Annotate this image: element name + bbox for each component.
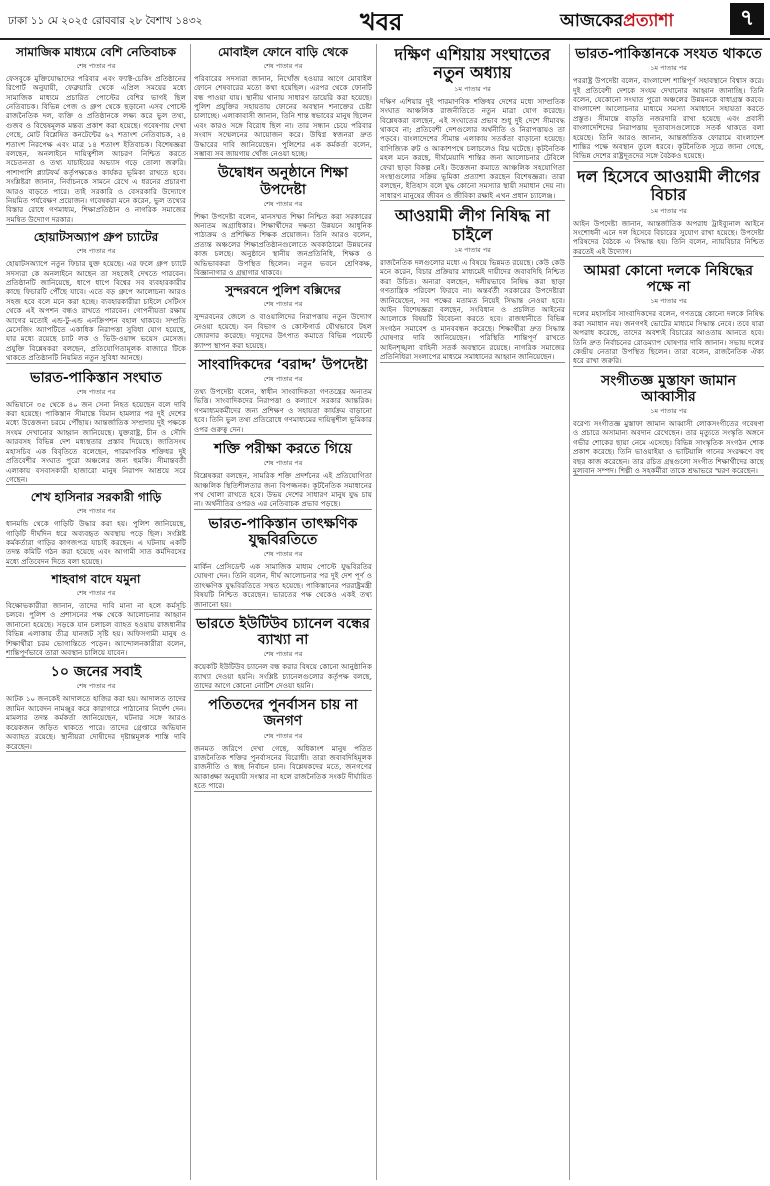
article-continuation-note: শেষ পাতার পর <box>263 375 303 383</box>
article-continuation-note: ১ম পাতার পর <box>454 246 491 255</box>
article-headline: আওয়ামী লীগ নিষিদ্ধ না চাইলে <box>394 206 551 244</box>
article-continuation-note: ১ম পাতার পর <box>650 206 687 215</box>
article-body: শিক্ষা উপদেষ্টা বলেন, মানসম্মত শিক্ষা নিশ্চিত করা সরকারের অন্যতম অগ্রাধিকার। শিক্ষার্থীদের দক্ষতা উন্নয়নে আধুনিক পাঠ্যক্রম ও প্রশিক্ষিত শিক্ষক প্রয়োজন। তিনি আরও বলেন, প্রত্যন্ত অঞ্চলের শিক্ষাপ্রতিষ্ঠানগুলোতে অবকাঠামো উন্নয়নের কাজ চলছে। অনুষ্ঠানে স্থানীয় জনপ্রতিনিধি, শিক্ষক ও অভিভাবকরা উপস্থিত ছিলেন। নতুন ভবনে শ্রেণিকক্ষ, বিজ্ঞানাগার ও গ্রন্থাগার থাকবে। <box>194 211 372 278</box>
column-divider <box>569 44 570 1180</box>
article-body: ধানমন্ডি থেকে গাড়িটি উদ্ধার করা হয়। পুলিশ জানিয়েছে, গাড়িটি দীর্ঘদিন ধরে অব্যবহৃত অবস্থায় পড়ে ছিল। সংশ্লিষ্ট কর্মকর্তারা গাড়ির কাগজপত্র যাচাই করছেন। এ ঘটনায় একটি তদন্ত কমিটি গঠন করা হয়েছে এবং আগামী সাত কর্মদিবসের মধ্যে প্রতিবেদন দিতে বলা হয়েছে। <box>6 519 186 566</box>
article-continuation-note: শেষ পাতার পর <box>76 247 116 256</box>
news-article <box>194 44 372 159</box>
article-headline: পতিতদের পুনর্বাসন চায় না জনগণ <box>208 697 358 730</box>
article-headline: ভারত-পাকিস্তান সংঘাত <box>30 369 162 386</box>
article-body: বিক্ষোভকারীরা জানান, তাদের দাবি মানা না হলে কর্মসূচি চলবে। পুলিশ ও প্রশাসনের পক্ষ থেকে আলোচনার আহ্বান জানানো হয়েছে। সড়কে যান চলাচল ব্যাহত হওয়ায় রাজধানীর বিভিন্ন এলাকায় তীব্র যানজট সৃষ্টি হয়। অফিসগামী মানুষ ও শিক্ষার্থীরা চরম ভোগান্তিতে পড়েন। আন্দোলনকারীরা বলেন, শান্তিপূর্ণভাবে তারা অবস্থান চালিয়ে যাবেন। <box>6 600 186 657</box>
article-continuation-note: শেষ পাতার পর <box>263 650 303 659</box>
article-headline: দল হিসেবে আওয়ামী লীগের বিচার <box>577 166 760 205</box>
news-article <box>573 166 764 257</box>
article-headline: শাহবাগ বাদে যমুনা <box>51 572 141 587</box>
article-continuation-note: শেষ পাতার পর <box>263 731 303 740</box>
article-headline: ভারত-পাকিস্তানকে সংযত থাকতে <box>575 46 762 62</box>
column-2 <box>194 44 372 1180</box>
article-continuation-note: শেষ পাতার পর <box>263 300 303 309</box>
news-article <box>194 282 372 350</box>
article-headline: ১০ জনের সবাই <box>50 664 142 681</box>
article-body: তথ্য উপদেষ্টা বলেন, স্বাধীন সাংবাদিকতা গণতন্ত্রের অন্যতম ভিত্তি। সাংবাদিকদের নিরাপত্তা ও কল্যাণে সরকার আন্তরিক। গণমাধ্যমকর্মীদের জন্য প্রশিক্ষণ ও সহায়তা কার্যক্রম বাড়ানো হবে। তিনি ভুল তথ্য প্রতিরোধে গণমাধ্যমের দায়িত্বশীল ভূমিকার ওপর গুরুত্ব দেন। <box>194 387 372 434</box>
article-headline: সুন্দরবনে পুলিশ বক্সিদের <box>225 283 341 298</box>
article-continuation-note: ১ম পাতার পর <box>454 84 491 93</box>
article-continuation-note: শেষ পাতার পর <box>263 199 303 208</box>
article-continuation-note: শেষ পাতার পর <box>76 588 116 597</box>
article-body: সুন্দরবনের জেলে ও বাওয়ালিদের নিরাপত্তায় নতুন উদ্যোগ নেওয়া হয়েছে। বন বিভাগ ও কোস্টগার্ড যৌথভাবে টহল জোরদার করেছে। দস্যুদের উৎপাত কমাতে বিভিন্ন পয়েন্টে ক্যাম্প স্থাপন করা হয়েছে। <box>194 312 372 350</box>
article-headline: ভারতে ইউটিউব চ্যানেল বন্ধের ব্যাখ্যা না <box>196 615 370 649</box>
masthead <box>0 0 770 40</box>
news-article <box>573 44 764 162</box>
logo-accent: প্রত্যাশা <box>623 11 674 31</box>
article-headline: আমরা কোনো দলকে নিষিদ্ধের পক্ষে না <box>584 263 753 296</box>
news-article <box>6 662 186 752</box>
article-headline: হোয়াটসঅ্যাপ গ্রুপ চ্যাটের <box>33 230 159 245</box>
article-headline: সামাজিক মাধ্যমে বেশি নেতিবাচক <box>15 45 177 59</box>
news-article <box>194 355 372 435</box>
article-continuation-note: শেষ পাতার পর <box>76 61 116 70</box>
news-article <box>194 514 372 610</box>
news-article <box>6 368 186 486</box>
article-body: হোয়াটসঅ্যাপে নতুন ফিচার যুক্ত হয়েছে। এর ফলে গ্রুপ চ্যাটে সদস্যরা কে অনলাইনে আছেন তা সহজেই দেখতে পারবেন। প্রতিষ্ঠানটি জানিয়েছে, ধাপে ধাপে বিশ্বের সব ব্যবহারকারীর কাছে ফিচারটি পৌঁছে যাবে। এতে বড় গ্রুপে আলোচনা আরও সহজ হবে বলে মনে করা হচ্ছে। ব্যবহারকারীরা চাইলে সেটিংস থেকে এই অপশন বন্ধও রাখতে পারবেন। গোপনীয়তা রক্ষায় আগের মতোই এন্ড-টু-এন্ড এনক্রিপশন বহাল থাকবে। সম্প্রতি মেসেজিং অ্যাপটিতে একাধিক নিরাপত্তা সুবিধা যোগ হয়েছে, যার মধ্যে রয়েছে চ্যাট লক ও ভিউ-ওয়ান্স ভয়েস মেসেজ। প্রযুক্তি বিশ্লেষকরা বলছেন, প্রতিযোগিতামূলক বাজারে টিকে থাকতে প্রতিষ্ঠানটি নিয়মিত নতুন সুবিধা আনছে। <box>6 259 186 363</box>
article-continuation-note: ১ম পাতার পর <box>650 406 687 415</box>
article-headline: শেখ হাসিনার সরকারী গাড়ি <box>30 490 162 505</box>
article-body: আইন উপদেষ্টা জানান, আন্তর্জাতিক অপরাধ ট্রাইব্যুনাল আইনে সংশোধনী এনে দল হিসেবে বিচারের সুযোগ রাখা হয়েছে। উপদেষ্টা পরিষদের বৈঠকে এ সিদ্ধান্ত হয়। তিনি বলেন, ন্যায়বিচার নিশ্চিত করতেই এই উদ্যোগ। <box>573 218 764 256</box>
news-article <box>6 489 186 567</box>
article-continuation-note: ১ম পাতার পর <box>650 64 687 73</box>
article-headline: সাংবাদিকদের ‘বরাদ্দ’ উপদেষ্টা <box>198 356 368 373</box>
article-headline: মোবাইল ফোনে বাড়ি থেকে <box>217 45 348 59</box>
article-headline: শক্তি পরীক্ষা করতে গিয়ে <box>214 441 352 458</box>
news-article <box>573 371 764 477</box>
article-continuation-note: শেষ পাতার পর <box>76 507 116 516</box>
news-article <box>6 571 186 658</box>
article-body: দক্ষিণ এশিয়ার দুই পারমাণবিক শক্তিধর দেশের মধ্যে সাম্প্রতিক সংঘাত আঞ্চলিক রাজনীতিতে নতুন মাত্রা যোগ করেছে। বিশ্লেষকরা বলছেন, এই সংঘাতের প্রভাব শুধু দুই দেশে সীমাবদ্ধ থাকবে না; প্রতিবেশী দেশগুলোর অর্থনীতি ও নিরাপত্তায়ও তা পড়বে। বাংলাদেশের সীমান্ত এলাকায় সতর্কতা বাড়ানো হয়েছে। বাণিজ্যিক রুট ও আকাশপথে চলাচলেও বিঘ্ন ঘটেছে। কূটনৈতিক মহল মনে করছে, দীর্ঘমেয়াদি শান্তির জন্য আলোচনার টেবিলে ফেরা ছাড়া বিকল্প নেই। উত্তেজনা কমাতে আঞ্চলিক সহযোগিতা সংস্থাগুলোর সক্রিয় ভূমিকা প্রত্যাশা করছেন বিশেষজ্ঞরা। তারা বলছেন, ইতিহাস বলে যুদ্ধ কোনো সমস্যার স্থায়ী সমাধান দেয় না। সাধারণ মানুষের জীবন ও জীবিকা রক্ষাই এখন প্রধান চ্যালেঞ্জ। <box>380 96 565 200</box>
news-article <box>6 229 186 363</box>
article-body: অভিযানে ৩৫ থেকে ৪০ জন সেনা নিহত হয়েছেন বলে দাবি করা হয়েছে। পাকিস্তান সীমান্তে বিমান হামলার পর দুই দেশের মধ্যে উত্তেজনা চরমে পৌঁছায়। আন্তর্জাতিক সম্প্রদায় দুই পক্ষকে সংযম দেখানোর আহ্বান জানিয়েছে। যুক্তরাষ্ট্র, চীন ও সৌদি আরবসহ বিভিন্ন দেশ মধ্যস্থতার প্রস্তাব দিয়েছে। জাতিসংঘ মহাসচিব এক বিবৃতিতে বলেছেন, পারমাণবিক শক্তিধর দুই প্রতিবেশীর সংঘাত পুরো অঞ্চলের জন্য হুমকি। সীমান্তবর্তী এলাকায় বসবাসকারী হাজারো মানুষ নিরাপদ আশ্রয়ে সরে গেছেন। <box>6 399 186 484</box>
article-body: পরিবারের সদস্যরা জানান, নিখোঁজ হওয়ার আগে মোবাইল ফোনে শেষবারের মতো কথা হয়েছিল। এরপর থেকে ফোনটি বন্ধ পাওয়া যায়। স্থানীয় থানায় সাধারণ ডায়েরি করা হয়েছে। পুলিশ প্রযুক্তির সহায়তায় ফোনের অবস্থান শনাক্তের চেষ্টা চালাচ্ছে। এলাকাবাসী জানান, তিনি শান্ত স্বভাবের মানুষ ছিলেন এবং কারও সঙ্গে বিরোধ ছিল না। তার সন্ধান চেয়ে পরিবার সংবাদ সম্মেলনের আয়োজন করে। উদ্বিগ্ন স্বজনরা দ্রুত উদ্ধারের দাবি জানিয়েছেন। পুলিশের এক কর্মকর্তা বলেন, সম্ভাব্য সব জায়গায় খোঁজ নেওয়া হচ্ছে। <box>194 73 372 159</box>
article-headline: দক্ষিণ এশিয়ায় সংঘাতের নতুন অধ্যায় <box>394 45 551 83</box>
column-1 <box>6 44 186 1180</box>
article-continuation-note: শেষ পাতার পর <box>263 459 303 468</box>
issue-date: ঢাকা ১১ মে ২০২৫ রোববার ২৮ বৈশাখ ১৪৩২ <box>8 15 203 27</box>
article-body: রাজনৈতিক দলগুলোর মধ্যে এ বিষয়ে ভিন্নমত রয়েছে। কেউ কেউ মনে করেন, বিচার প্রক্রিয়ার মাধ্যমেই দায়ীদের জবাবদিহি নিশ্চিত করা উচিত। অন্যরা বলছেন, দলীয়ভাবে নিষিদ্ধ করা ছাড়া গণতান্ত্রিক পরিবেশ ফিরবে না। অন্তর্বর্তী সরকারের উপদেষ্টারা জানিয়েছেন, সব পক্ষের মতামত নিয়েই সিদ্ধান্ত নেওয়া হবে। আইন বিশেষজ্ঞরা বলছেন, সংবিধান ও প্রচলিত আইনের আলোকে বিষয়টি বিবেচনা করতে হবে। রাজধানীতে বিভিন্ন সংগঠন সমাবেশ ও মানববন্ধন করেছে। শিক্ষার্থীরা দ্রুত সিদ্ধান্ত ঘোষণার দাবি জানিয়েছেন। পরিস্থিতি শান্তিপূর্ণ রাখতে আইনশৃঙ্খলা বাহিনী সতর্ক অবস্থানে রয়েছে। নাগরিক সমাজের প্রতিনিধিরা সংলাপের মাধ্যমে সমাধানের আহ্বান জানিয়েছেন। <box>380 258 565 362</box>
column-divider <box>376 44 377 1180</box>
article-continuation-note: শেষ পাতার পর <box>263 61 303 70</box>
article-continuation-note: শেষ পাতার পর <box>76 387 116 396</box>
news-article <box>380 44 565 201</box>
article-headline: উদ্বোধন অনুষ্ঠানে শিক্ষা উপদেষ্টা <box>217 165 349 198</box>
news-article <box>194 163 372 278</box>
article-body: বিশ্লেষকরা বলছেন, সামরিক শক্তি প্রদর্শনের এই প্রতিযোগিতা আঞ্চলিক স্থিতিশীলতার জন্য বিপজ্জনক। কূটনৈতিক সমাধানের পথ খোলা রাখতে হবে। উভয় দেশের সাধারণ মানুষ যুদ্ধ চায় না। অর্থনীতির ওপরও এর নেতিবাচক প্রভাব পড়ছে। <box>194 471 372 509</box>
news-article <box>194 695 372 791</box>
article-continuation-note: ১ম পাতার পর <box>650 297 687 306</box>
article-headline: সংগীতজ্ঞ মুস্তাফা জামান আব্বাসীর <box>600 372 737 405</box>
article-continuation-note: শেষ পাতার পর <box>76 682 116 691</box>
article-body: আটক ১০ জনকেই আদালতে হাজির করা হয়। আদালত তাদের জামিন আবেদন নামঞ্জুর করে কারাগারে পাঠানোর নির্দেশ দেন। মামলার তদন্ত কর্মকর্তা জানিয়েছেন, ঘটনার সঙ্গে আরও কয়েকজন জড়িত থাকতে পারে। তাদের গ্রেপ্তারে অভিযান অব্যাহত রয়েছে। স্থানীয়রা দোষীদের দৃষ্টান্তমূলক শাস্তি দাবি করেছেন। <box>6 694 186 751</box>
newspaper-logo <box>560 8 673 36</box>
article-headline: ভারত-পাকিস্তান তাৎক্ষণিক যুদ্ধবিরতিতে <box>208 515 358 548</box>
article-body: ফেসবুকে মুক্তিযোদ্ধাদের পরিবার এবং ফ্যাক্ট-চেকিং প্রতিষ্ঠানের রিপোর্ট অনুযায়ী, ফেব্রুয়ারি থেকে এপ্রিল সময়ের মধ্যে সামাজিক মাধ্যমে প্রচারিত পোস্টের বেশির ভাগই ছিল নেতিবাচক। বিভিন্ন পেজ ও গ্রুপ থেকে ছড়ানো এসব পোস্টে রাজনৈতিক দল, ব্যক্তি ও প্রতিষ্ঠানকে লক্ষ্য করে ভুল তথ্য, গুজব ও বিদ্বেষমূলক মন্তব্য প্রকাশ করা হয়েছে। গবেষণায় দেখা গেছে, মোট বিশ্লেষিত কনটেন্টের ৬২ শতাংশ নেতিবাচক, ২৪ শতাংশ নিরপেক্ষ এবং মাত্র ১৪ শতাংশ ইতিবাচক। বিশেষজ্ঞরা বলছেন, অনলাইনে দায়িত্বশীল আচরণ নিশ্চিত করতে সচেতনতা ও তথ্য যাচাইয়ের অভ্যাস গড়ে তোলা জরুরি। পাশাপাশি প্ল্যাটফর্ম কর্তৃপক্ষকেও কার্যকর ভূমিকা রাখতে হবে। সংশ্লিষ্টরা জানান, নির্বাচনকে সামনে রেখে এ ধরনের প্রচারণা আরও বাড়তে পারে। তাই সরকারি ও বেসরকারি উদ্যোগে নিয়মিত পর্যবেক্ষণ প্রয়োজন। গবেষকরা মনে করেন, ভুল তথ্যের বিস্তার রোধে গণমাধ্যম, শিক্ষাপ্রতিষ্ঠান ও নাগরিক সমাজের সমন্বিত উদ্যোগ দরকার। <box>6 73 186 224</box>
news-article <box>380 205 565 362</box>
logo-main: আজকের <box>560 11 624 31</box>
news-article <box>194 614 372 691</box>
article-body: কয়েকটি ইউটিউব চ্যানেল বন্ধ করার বিষয়ে কোনো আনুষ্ঠানিক ব্যাখ্যা দেওয়া হয়নি। সংশ্লিষ্ট চ্যানেলগুলোর কর্তৃপক্ষ বলছে, তাদের আগে কোনো নোটিশ দেওয়া হয়নি। <box>194 662 372 690</box>
news-article <box>194 439 372 510</box>
article-body: জনমত জরিপে দেখা গেছে, অধিকাংশ মানুষ পতিত রাজনৈতিক শক্তির পুনর্বাসনের বিরোধী। তারা জবাবদিহিমূলক রাজনীতি ও স্বচ্ছ নির্বাচন চান। বিশ্লেষকদের মতে, জনগণের আকাঙ্ক্ষা অনুযায়ী সংস্কার না হলে রাজনৈতিক সংকট দীর্ঘায়িত হতে পারে। <box>194 743 372 791</box>
news-article <box>6 44 186 225</box>
page-number: ৭ <box>730 3 764 35</box>
section-title: খবর <box>360 8 403 36</box>
article-continuation-note: শেষ পাতার পর <box>263 549 303 558</box>
column-4 <box>573 44 764 1180</box>
article-body: বরেণ্য সংগীতজ্ঞ মুস্তাফা জামান আব্বাসী লোকসংগীতের গবেষণা ও প্রচারে অসামান্য অবদান রেখেছেন। তার মৃত্যুতে সংস্কৃতি অঙ্গনে গভীর শোকের ছায়া নেমে এসেছে। বিভিন্ন সাংস্কৃতিক সংগঠন শোক প্রকাশ করেছে। তিনি ভাওয়াইয়া ও ভাটিয়ালি গানের সংরক্ষণে বহু বছর কাজ করেছেন। তার রচিত গ্রন্থগুলো সংগীত শিক্ষার্থীদের কাছে মূল্যবান সম্পদ। শিল্পী ও সহকর্মীরা তাকে শ্রদ্ধাভরে স্মরণ করেছেন। <box>573 418 764 475</box>
news-article <box>573 261 764 367</box>
column-3 <box>380 44 565 1180</box>
article-body: পররাষ্ট্র উপদেষ্টা বলেন, বাংলাদেশ শান্তিপূর্ণ সহাবস্থানে বিশ্বাস করে। দুই প্রতিবেশী দেশকে সংযম দেখানোর আহ্বান জানাচ্ছি। তিনি বলেন, যেকোনো সংঘাত পুরো অঞ্চলের উন্নয়নকে বাধাগ্রস্ত করবে। বাংলাদেশ আলোচনার মাধ্যমে সমস্যা সমাধানে সহায়তা করতে প্রস্তুত। সীমান্তে বাড়তি নজরদারি রাখা হয়েছে এবং প্রবাসী বাংলাদেশিদের নিরাপত্তায় দূতাবাসগুলোকে সতর্ক থাকতে বলা হয়েছে। তিনি আরও জানান, আন্তর্জাতিক ফোরামে বাংলাদেশ শান্তির পক্ষে অবস্থান তুলে ধরবে। কূটনৈতিক সূত্রে জানা গেছে, বিভিন্ন দেশের রাষ্ট্রদূতদের সঙ্গে বৈঠকও হয়েছে। <box>573 76 764 161</box>
article-body: মার্কিন প্রেসিডেন্ট এক সামাজিক মাধ্যম পোস্টে যুদ্ধবিরতির ঘোষণা দেন। তিনি বলেন, দীর্ঘ আলোচনার পর দুই দেশ পূর্ণ ও তাৎক্ষণিক যুদ্ধবিরতিতে সম্মত হয়েছে। পাকিস্তানের পররাষ্ট্রমন্ত্রী বিষয়টি নিশ্চিত করেছেন। ভারতের পক্ষ থেকেও একই তথ্য জানানো হয়। <box>194 561 372 609</box>
article-body: দলের মহাসচিব সাংবাদিকদের বলেন, গণতন্ত্রে কোনো দলকে নিষিদ্ধ করা সমাধান নয়। জনগণই ভোটের মাধ্যমে সিদ্ধান্ত নেবে। তবে যারা অপরাধ করেছে, তাদের অবশ্যই বিচারের আওতায় আনতে হবে। তিনি দ্রুত নির্বাচনের রোডম্যাপ ঘোষণার দাবি জানান। সভায় দলের কেন্দ্রীয় নেতারা উপস্থিত ছিলেন। তারা বলেন, রাজনৈতিক ঐক্য ধরে রাখা জরুরি। <box>573 309 764 366</box>
column-divider <box>190 44 191 1180</box>
